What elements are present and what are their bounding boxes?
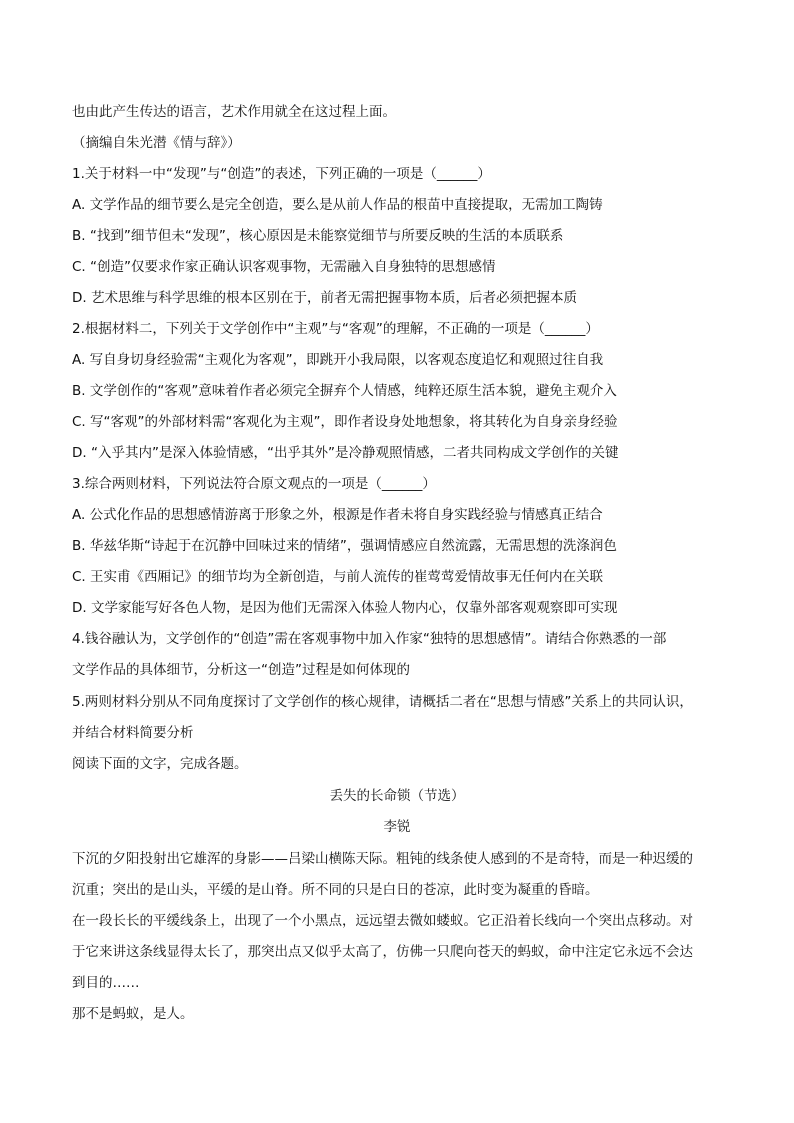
- option-2d: D. “入乎其内”是深入体验情感，“出乎其外”是冷静观照情感，二者共同构成文学创作的关键: [72, 445, 619, 461]
- question-1: 1.关于材料一中“发现”与“创造”的表述，下列正确的一项是（______）: [72, 166, 491, 182]
- option-3a: A. 公式化作品的思想感情游离于形象之外，根源是作者未将自身实践经验与情感真正结合: [72, 507, 603, 523]
- option-1c: C. “创造”仅要求作家正确认识客观事物，无需融入自身独特的思想感情: [72, 259, 496, 275]
- option-3c: C. 王实甫《西厢记》的细节均为全新创造，与前人流传的崔莺莺爱情故事无任何内在关联: [72, 569, 604, 585]
- question-4-cont: 文学作品的具体细节，分析这一“创造”过程是如何体现的: [72, 662, 410, 678]
- option-1d: D. 艺术思维与科学思维的根本区别在于，前者无需把握事物本质，后者必须把握本质: [72, 290, 577, 306]
- option-1b: B. “找到”细节但未“发现”，核心原因是未能察觉细节与所要反映的生活的本质联系: [72, 228, 564, 244]
- option-1a: A. 文学作品的细节要么是完全创造，要么是从前人作品的根苗中直接提取，无需加工陶铸: [72, 197, 603, 213]
- story-paragraph-line: 那不是蚂蚁，是人。: [72, 1006, 194, 1022]
- text-line: 也由此产生传达的语言，艺术作用就全在这过程上面。: [72, 104, 396, 120]
- source-citation: （摘编自朱光潜《情与辞》）: [72, 135, 241, 151]
- story-paragraph-line: 于它来讲这条线显得太长了，那突出点又似乎太高了，仿佛一只爬向苍天的蚂蚁，命中注定它永远不会达: [72, 944, 693, 960]
- question-5: 5.两则材料分别从不同角度探讨了文学创作的核心规律，请概括二者在“思想与情感”关系上的共同认识，: [72, 694, 693, 710]
- story-paragraph-line: 在一段长长的平缓线条上，出现了一个小黑点，远远望去微如蝼蚁。它正沿着长线向一个突出点移动。对: [72, 913, 693, 929]
- question-5-cont: 并结合材料简要分析: [72, 725, 194, 741]
- option-2a: A. 写自身切身经验需“主观化为客观”，即跳开小我局限，以客观态度追忆和观照过往自我: [72, 352, 604, 368]
- option-3b: B. 华兹华斯“诗起于在沉静中回味过来的情绪”，强调情感应自然流露，无需思想的洗涤润色: [72, 538, 617, 554]
- option-3d: D. 文学家能写好各色人物，是因为他们无需深入体验人物内心，仅靠外部客观观察即可实现: [72, 600, 618, 616]
- story-title: 丢失的长命锁（节选）: [329, 788, 465, 804]
- option-2b: B. 文学创作的“客观”意味着作者必须完全摒弃个人情感，纯粹还原生活本貌，避免主观介入: [72, 383, 617, 399]
- question-2: 2.根据材料二，下列关于文学创作中“主观”与“客观”的理解，不正确的一项是（______）: [72, 321, 599, 337]
- question-4: 4.钱谷融认为，文学创作的“创造”需在客观事物中加入作家“独特的思想感情”。请结合你熟悉的一部: [72, 631, 667, 647]
- story-paragraph-line: 下沉的夕阳投射出它雄浑的身影——吕梁山横陈天际。粗钝的线条使人感到的不是奇特，而是一种迟缓的: [72, 851, 693, 867]
- story-paragraph-line: 到目的……: [72, 975, 140, 991]
- question-3: 3.综合两则材料，下列说法符合原文观点的一项是（______）: [72, 476, 436, 492]
- story-paragraph-line: 沉重；突出的是山头，平缓的是山脊。所不同的只是白日的苍凉，此时变为凝重的昏暗。: [72, 882, 599, 898]
- reading-instruction: 阅读下面的文字，完成各题。: [72, 756, 248, 772]
- option-2c: C. 写“客观”的外部材料需“客观化为主观”，即作者设身处地想象，将其转化为自身亲身经验: [72, 414, 618, 430]
- story-author: 李锐: [383, 819, 411, 835]
